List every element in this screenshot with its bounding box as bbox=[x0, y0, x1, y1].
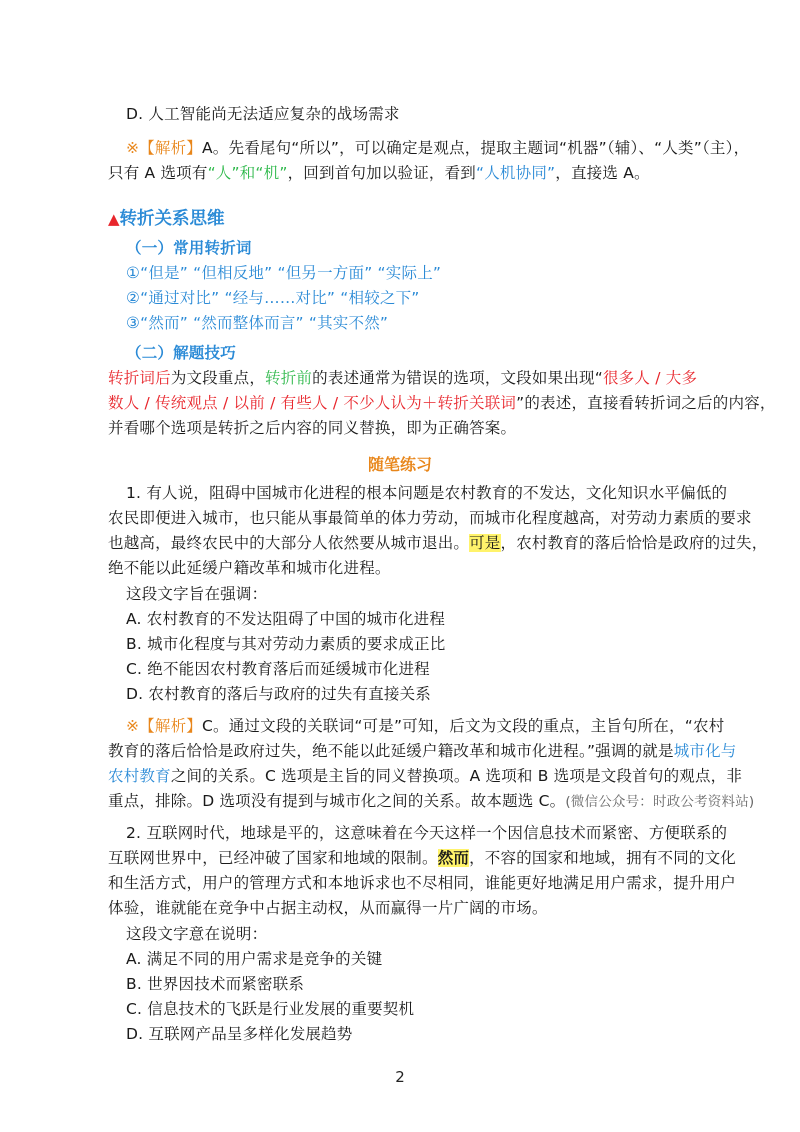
q1-option-b: B. 城市化程度与其对劳动力素质的要求成正比 bbox=[126, 635, 446, 653]
analysis-text: 教育的落后恰恰是政府过失，绝不能以此延缓户籍改革和城市化进程。”强调的就是 bbox=[108, 742, 674, 760]
tip-highlight-green: 转折前 bbox=[265, 369, 313, 387]
tip-text: ”的表述，直接看转折词之后的内容， bbox=[516, 394, 776, 412]
section-heading bbox=[108, 205, 225, 230]
q1-line-1: 1. 有人说，阻碍中国城市化进程的根本问题是农村教育的不发达，文化知识水平偏低的 bbox=[126, 484, 728, 502]
q2-text: 互联网世界中，已经冲破了国家和地域的限制。 bbox=[108, 849, 438, 867]
q1-option-a: A. 农村教育的不发达阻碍了中国的城市化进程 bbox=[126, 610, 446, 628]
analysis-text: A。先看尾句“所以”，可以确定是观点，提取主题词“机器”（辅）、“人类”（主）， bbox=[202, 139, 750, 157]
keyword-green: “人”和“机” bbox=[207, 164, 288, 182]
tip-highlight-red: 转折词后 bbox=[108, 369, 171, 387]
analysis-text: ，直接选 A。 bbox=[555, 164, 650, 182]
subheading-1: （一）常用转折词 bbox=[126, 239, 252, 257]
q2-option-a: A. 满足不同的用户需求是竞争的关键 bbox=[126, 950, 383, 968]
q1-highlight: 可是 bbox=[469, 534, 501, 552]
analysis-text: 只有 A 选项有 bbox=[108, 164, 208, 182]
q1-analysis-line-2 bbox=[108, 741, 737, 761]
keyword-blue: 农村教育 bbox=[108, 767, 171, 785]
q1-text: ，农村教育的落后恰恰是政府的过失， bbox=[500, 534, 768, 552]
q2-line-3: 和生活方式，用户的管理方式和本地诉求也不尽相同，谁能更好地满足用户需求，提升用户 bbox=[108, 874, 737, 892]
practice-title: 随笔练习 bbox=[367, 455, 432, 474]
analysis-mark: ※【解析】 bbox=[126, 139, 202, 157]
q1-option-d: D. 农村教育的落后与政府的过失有直接关系 bbox=[126, 685, 431, 703]
transition-words-2: ②“通过对比” “经与……对比” “相较之下” bbox=[126, 289, 420, 307]
tip-line-2 bbox=[108, 393, 776, 413]
keyword-blue: 城市化与 bbox=[673, 742, 737, 760]
q1-analysis-line-1 bbox=[126, 716, 724, 736]
transition-words-1: ①“但是” “但相反地” “但另一方面” “实际上” bbox=[126, 264, 442, 282]
analysis-text: 重点，排除。D 选项没有提到与城市化之间的关系。故本题选 C。 bbox=[108, 792, 566, 810]
tip-text: 的表述通常为错误的选项，文段如果出现“ bbox=[312, 369, 603, 387]
q2-line-2 bbox=[108, 848, 736, 868]
q2-text: ，不容的国家和地域，拥有不同的文化 bbox=[469, 849, 737, 867]
tip-text: 为文段重点， bbox=[170, 369, 266, 387]
transition-words-3: ③“然而” “然而整体而言” “其实不然” bbox=[126, 314, 389, 332]
triangle-icon: ▲ bbox=[108, 210, 120, 228]
q1-option-c: C. 绝不能因农村教育落后而延缓城市化进程 bbox=[126, 660, 430, 678]
q2-option-c: C. 信息技术的飞跃是行业发展的重要契机 bbox=[126, 1000, 415, 1018]
q1-line-2: 农民即便进入城市，也只能从事最简单的体力劳动，而城市化程度越高，对劳动力素质的要求 bbox=[108, 509, 752, 527]
q1-line-3 bbox=[108, 533, 767, 553]
wechat-note: (微信公众号：时政公考资料站) bbox=[565, 794, 755, 810]
tip-line-1 bbox=[108, 368, 697, 388]
analysis-text: 之间的关系。C 选项是主旨的同义替换项。A 选项和 B 选项是文段首句的观点，非 bbox=[170, 767, 743, 785]
q1-analysis-line-3 bbox=[108, 766, 742, 786]
q1-analysis-line-4 bbox=[108, 791, 754, 812]
q2-line-1: 2. 互联网时代，地球是平的，这意味着在今天这样一个因信息技术而紧密、方便联系的 bbox=[126, 824, 728, 842]
q2-option-d: D. 互联网产品呈多样化发展趋势 bbox=[126, 1025, 353, 1043]
keyword-blue: “人机协同” bbox=[476, 164, 556, 182]
q1-text: 也越高，最终农民中的大部分人依然要从城市退出。 bbox=[108, 534, 470, 552]
subheading-2: （二）解题技巧 bbox=[126, 344, 236, 362]
q2-option-b: B. 世界因技术而紧密联系 bbox=[126, 975, 305, 993]
q1-stem: 这段文字旨在强调： bbox=[126, 585, 268, 603]
prev-option-d: D. 人工智能尚无法适应复杂的战场需求 bbox=[126, 105, 400, 123]
q2-highlight: 然而 bbox=[437, 849, 470, 867]
analysis-text: ，回到首句加以验证，看到 bbox=[287, 164, 476, 182]
tip-highlight-red: 很多人 / 大多 bbox=[602, 369, 698, 387]
analysis-1-line-1 bbox=[126, 138, 749, 158]
q2-line-4: 体验，谁就能在竞争中占据主动权，从而赢得一片广阔的市场。 bbox=[108, 899, 548, 917]
page-number: 2 bbox=[395, 1068, 405, 1086]
analysis-1-line-2 bbox=[108, 163, 650, 183]
analysis-text: C。通过文段的关联词“可是”可知，后文为文段的重点，主旨句所在，“农村 bbox=[202, 717, 725, 735]
analysis-mark: ※【解析】 bbox=[126, 717, 202, 735]
section-title: 转折关系思维 bbox=[119, 209, 225, 229]
tip-highlight-red: 数人 / 传统观点 / 以前 / 有些人 / 不少人认为＋转折关联词 bbox=[108, 394, 517, 412]
tip-line-3: 并看哪个选项是转折之后内容的同义替换，即为正确答案。 bbox=[108, 419, 517, 437]
q2-stem: 这段文字意在说明： bbox=[126, 925, 268, 943]
q1-line-4: 绝不能以此延缓户籍改革和城市化进程。 bbox=[108, 559, 391, 577]
